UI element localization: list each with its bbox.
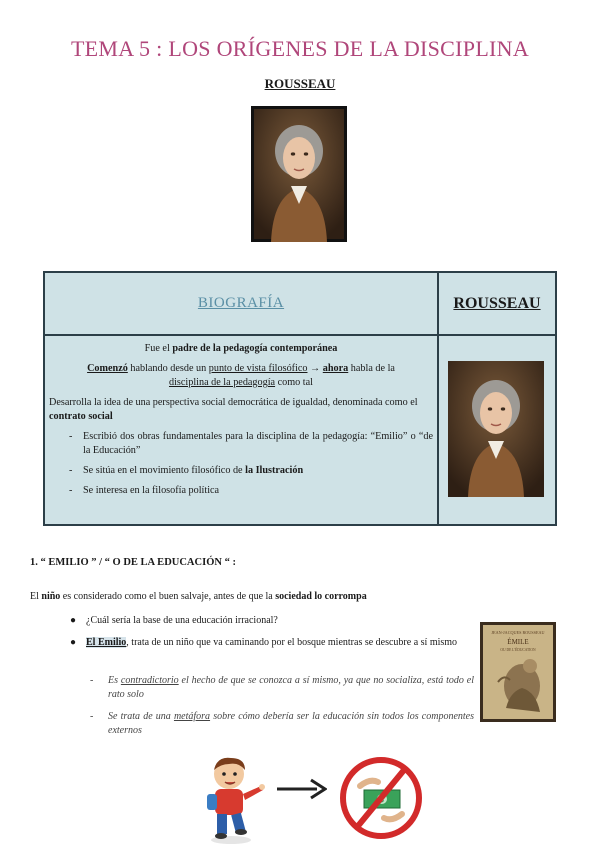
rousseau-header xyxy=(439,273,555,336)
bullet-text: ¿Cuál sería la base de una educación irracional? xyxy=(86,615,278,626)
bio-bold: ahora xyxy=(322,363,349,374)
bio-line-discipline xyxy=(49,376,433,390)
bullet-item xyxy=(70,636,478,650)
right-arrow-icon xyxy=(275,775,327,803)
sub-text: el hecho de que se conozca a sí mismo, ya que no socializa, está todo el rato solo xyxy=(108,675,475,700)
book-subtitle: OU DE L'ÉDUCATION xyxy=(500,648,536,652)
intro-text: es considerado como el buen salvaje, antes de que la xyxy=(60,591,276,602)
section-intro xyxy=(30,591,367,602)
bio-text: Fue el xyxy=(144,343,173,354)
arrow-text: → xyxy=(307,363,323,374)
bio-text: habla de la xyxy=(348,363,395,374)
bio-bold: Comenzó xyxy=(87,363,128,374)
bio-text: Se sitúa en el movimiento filosófico de xyxy=(83,465,246,476)
bullet-dot: ● xyxy=(70,637,77,648)
rousseau-portrait xyxy=(251,106,347,242)
bio-paragraph xyxy=(49,396,433,424)
bio-dash-item: - Escribió dos obras fundamentales para la disciplina de la pedagogía: “Emilio” o “de la Educación” xyxy=(49,430,433,458)
bio-line-father xyxy=(49,342,433,356)
bullet-item xyxy=(70,614,478,628)
no-money-icon xyxy=(338,752,424,844)
bio-bold: padre de la pedagogía contemporánea xyxy=(172,343,338,354)
book-author: JEAN-JACQUES ROUSSEAU xyxy=(491,630,545,635)
bullet-dot: ● xyxy=(70,615,77,626)
bio-dash-item xyxy=(49,464,433,478)
biography-header xyxy=(45,273,439,336)
intro-bold: niño xyxy=(41,591,61,602)
page-title: TEMA 5 : LOS ORÍGENES DE LA DISCIPLINA xyxy=(70,36,530,61)
bio-underlined: disciplina de la pedagogía xyxy=(168,377,276,388)
biography-heading: BIOGRAFÍA xyxy=(197,295,285,311)
intro-bold: sociedad lo corrompa xyxy=(275,591,367,602)
page-subtitle: ROUSSEAU xyxy=(264,76,336,91)
sub-text: Es xyxy=(108,675,121,686)
section-heading: 1. “ EMILIO ” / “ O DE LA EDUCACIÓN “ : xyxy=(30,557,236,568)
sub-text: Se trata de una xyxy=(108,711,174,722)
bio-underlined: punto de vista filosófico xyxy=(208,363,308,374)
rousseau-heading: ROUSSEAU xyxy=(453,294,541,312)
boy-walking-image xyxy=(195,752,267,846)
sub-item xyxy=(90,710,474,738)
rousseau-portrait-small xyxy=(447,361,545,497)
dash-marker: - xyxy=(90,711,94,722)
bio-text: como tal xyxy=(275,377,313,388)
sub-text: sobre cómo debería ser la educación sin todos los componentes externos xyxy=(108,711,474,736)
book-title: ÉMILE xyxy=(507,638,529,646)
bio-dash-item: - Se interesa en la filosofía política xyxy=(49,484,433,498)
highlighted-term: El Emilio xyxy=(86,637,127,648)
bio-text: hablando desde un xyxy=(127,363,209,374)
sub-underlined: metáfora xyxy=(173,711,211,722)
bullet-text: , trata de un niño que va caminando por el bosque mientras se descubre a sí mismo xyxy=(126,637,458,648)
sub-item xyxy=(90,674,475,702)
dash-marker: - xyxy=(90,675,94,686)
bio-line-started xyxy=(49,362,433,376)
bio-text: Desarrolla la idea de una perspectiva social democrática de igualdad, denominada como el xyxy=(49,397,418,408)
intro-text: El xyxy=(30,591,42,602)
biography-content xyxy=(45,336,439,524)
bio-bold: contrato social xyxy=(49,411,113,422)
biography-table xyxy=(43,271,557,526)
book-cover-image xyxy=(480,622,556,722)
bio-bold: la Ilustración xyxy=(245,465,304,476)
sub-underlined: contradictorio xyxy=(120,675,179,686)
bio-portrait-cell xyxy=(439,336,555,524)
